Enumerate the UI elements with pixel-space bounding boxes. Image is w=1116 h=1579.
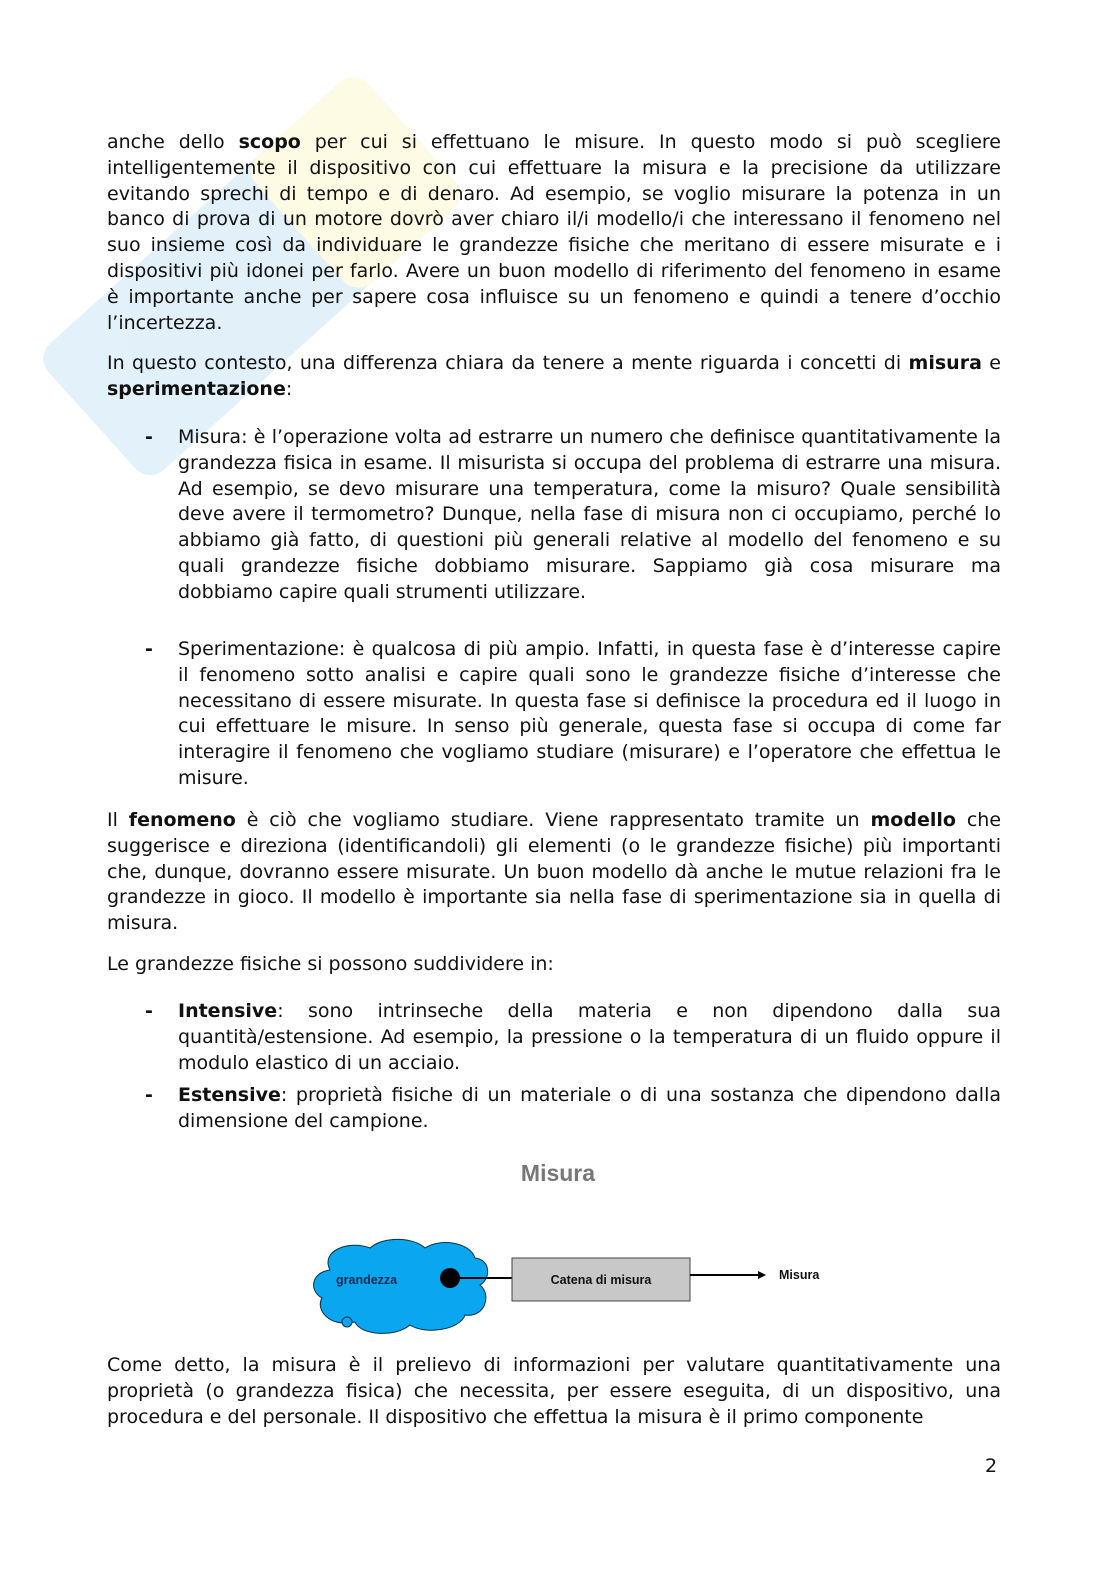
list-bullet: -	[145, 426, 153, 448]
list-item-estensive: Estensive: proprietà fisiche di un materiale o di una sostanza che dipendono dalla dimensione del campione.	[178, 1084, 1001, 1132]
list-bullet: -	[145, 638, 153, 660]
list-bullet: -	[145, 1000, 153, 1022]
paragraph-fenomeno: Il fenomeno è ciò che vogliamo studiare. Viene rappresentato tramite un modello che suggerisce e direziona (identificandoli) gli elementi (o le grandezze fisiche) più importanti che, dunque, dovranno essere misurate. Un buon modello dà anche le mutue relazioni fra le grandezze in gioco. Il modello è importante sia nella fase di sperimentazione sia in quella di misura.	[107, 809, 1002, 935]
diagram-title: Misura	[520, 1160, 596, 1186]
list-bullet: -	[145, 1084, 153, 1106]
list-item-intensive: Intensive: sono intrinseche della materia e non dipendono dalla sua quantità/estensione. Ad esempio, la pressione o la temperatura di un fluido oppure il modulo elastico di un acciaio.	[178, 1000, 1001, 1074]
paragraph-context: In questo contesto, una differenza chiara da tenere a mente riguarda i concetti di misura e sperimentazione:	[107, 352, 1001, 400]
diagram-output-label: Misura	[779, 1268, 820, 1282]
page-number: 2	[985, 1455, 998, 1477]
paragraph-grandezze: Le grandezze fisiche si possono suddividere in:	[107, 953, 554, 975]
small-cloud-icon	[342, 1317, 352, 1327]
list-item-misura: Misura: è l’operazione volta ad estrarre un numero che definisce quantitativamente la grandezza fisica in esame. Il misurista si occupa del problema di estrarre una misura. Ad esempio, se devo misurare una temperatura, come la misuro? Quale sensibilità deve avere il termometro? Dunque, nella fase di misura non ci occupiamo, perché lo abbiamo già fatto, di questioni più generali relative al modello del fenomeno e su quali grandezze fisiche dobbiamo misurare. Sappiamo già cosa misurare ma dobbiamo capire quali strumenti utilizzare.	[178, 426, 1001, 603]
diagram-source-label: grandezza	[336, 1273, 398, 1287]
diagram-block-label: Catena di misura	[550, 1273, 652, 1287]
measurement-chain-diagram	[300, 1230, 840, 1340]
paragraph-intro: anche dello scopo per cui si effettuano le misure. In questo modo si può scegliere intelligentemente il dispositivo con cui effettuare la misura e la precisione da utilizzare evitando sprechi di tempo e di denaro. Ad esempio, se voglio misurare la potenza in un banco di prova di un motore dovrò aver chiaro il/i modello/i che interessano il fenomeno nel suo insieme così da individuare le grandezze fisiche che meritano di essere misurate e i dispositivi più idonei per farlo. Avere un buon modello di riferimento del fenomeno in esame è importante anche per sapere cosa influisce su un fenomeno e quindi a tenere d’occhio l’incertezza.	[107, 131, 1001, 334]
arrow-head-icon	[758, 1271, 766, 1279]
paragraph-come-detto: Come detto, la misura è il prelievo di informazioni per valutare quantitativamente una proprietà (o grandezza fisica) che necessita, per essere eseguita, di un dispositivo, una procedura e del personale. Il dispositivo che effettua la misura è il primo componente	[107, 1354, 1001, 1428]
list-item-sperimentazione: Sperimentazione: è qualcosa di più ampio. Infatti, in questa fase è d’interesse capire il fenomeno sotto analisi e capire quali sono le grandezze fisiche d’interesse che necessitano di essere misurate. In questa fase si definisce la procedura ed il luogo in cui effettuare le misure. In senso più generale, questa fase si occupa di come far interagire il fenomeno che vogliamo studiare (misurare) e l’operatore che effettua le misure.	[178, 638, 1001, 789]
